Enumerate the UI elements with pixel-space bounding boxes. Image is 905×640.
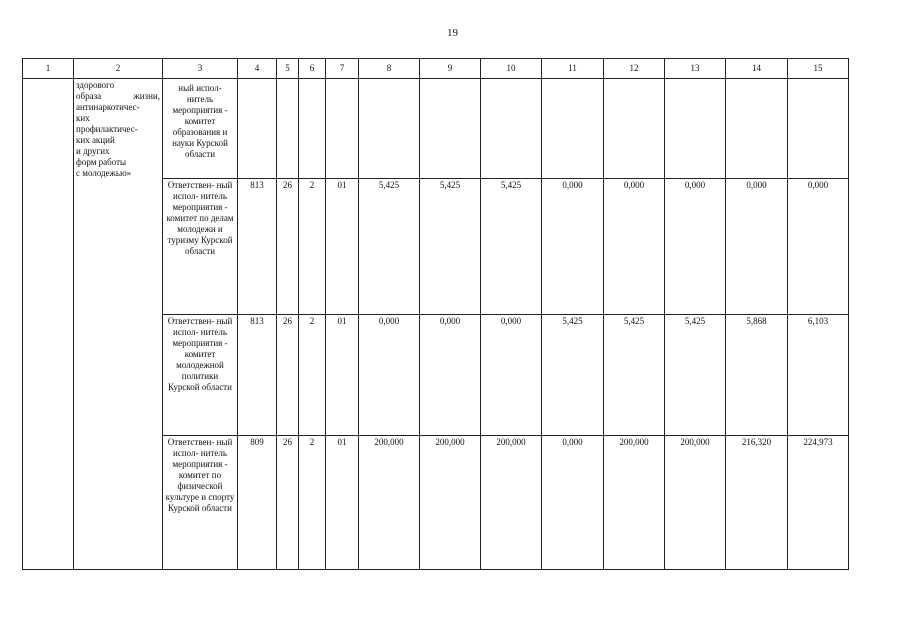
executor-cell: Ответствен- ный испол- нитель мероприятия - комитет по физической культуре и спорту Курской области bbox=[163, 436, 238, 570]
header-row bbox=[23, 59, 849, 79]
program-description-cell bbox=[74, 79, 163, 570]
value-cell: 6,103 bbox=[788, 315, 849, 436]
budget-table bbox=[22, 58, 849, 570]
page-number: 19 bbox=[447, 27, 458, 39]
executor-cell: Ответствен- ный испол- нитель мероприятия - комитет молодежной политики Курской области bbox=[163, 315, 238, 436]
description-line: ких акций bbox=[76, 135, 115, 145]
header-cell: 13 bbox=[665, 59, 726, 79]
value-cell: 0,000 bbox=[726, 179, 788, 315]
value-cell: 0,000 bbox=[665, 179, 726, 315]
header-cell: 6 bbox=[299, 59, 326, 79]
value-cell: 0,000 bbox=[481, 315, 542, 436]
header-cell: 4 bbox=[238, 59, 277, 79]
value-cell bbox=[277, 79, 299, 179]
value-cell bbox=[542, 79, 604, 179]
description-line: антинаркотичес- bbox=[76, 102, 140, 112]
value-cell: 216,320 bbox=[726, 436, 788, 570]
header-cell: 11 bbox=[542, 59, 604, 79]
value-cell: 813 bbox=[238, 179, 277, 315]
value-cell: 2 bbox=[299, 179, 326, 315]
value-cell: 26 bbox=[277, 315, 299, 436]
value-cell: 26 bbox=[277, 436, 299, 570]
value-cell: 0,000 bbox=[359, 315, 420, 436]
value-cell: 200,000 bbox=[665, 436, 726, 570]
value-cell: 01 bbox=[326, 315, 359, 436]
value-cell: 2 bbox=[299, 315, 326, 436]
value-cell: 0,000 bbox=[542, 436, 604, 570]
header-cell: 12 bbox=[604, 59, 665, 79]
header-cell: 9 bbox=[420, 59, 481, 79]
value-cell bbox=[788, 79, 849, 179]
header-cell: 1 bbox=[23, 59, 74, 79]
value-cell: 200,000 bbox=[604, 436, 665, 570]
value-cell: 224,973 bbox=[788, 436, 849, 570]
description-line: здорового bbox=[76, 80, 115, 90]
description-line: профилактичес- bbox=[76, 124, 138, 134]
value-cell bbox=[420, 79, 481, 179]
executor-cell: ный испол- нитель мероприятия - комитет образования и науки Курской области bbox=[163, 79, 238, 179]
value-cell: 0,000 bbox=[604, 179, 665, 315]
value-cell: 200,000 bbox=[420, 436, 481, 570]
value-cell: 0,000 bbox=[542, 179, 604, 315]
value-cell: 5,425 bbox=[481, 179, 542, 315]
value-cell bbox=[359, 79, 420, 179]
value-cell: 200,000 bbox=[481, 436, 542, 570]
value-cell: 2 bbox=[299, 436, 326, 570]
value-cell: 01 bbox=[326, 179, 359, 315]
value-cell: 809 bbox=[238, 436, 277, 570]
value-cell: 0,000 bbox=[788, 179, 849, 315]
header-cell: 5 bbox=[277, 59, 299, 79]
value-cell: 5,868 bbox=[726, 315, 788, 436]
description-line: форм работы bbox=[76, 157, 127, 167]
header-cell: 15 bbox=[788, 59, 849, 79]
description-line: и других bbox=[76, 146, 110, 156]
value-cell: 5,425 bbox=[359, 179, 420, 315]
description-line: ких bbox=[76, 113, 90, 123]
header-cell: 2 bbox=[74, 59, 163, 79]
header-cell: 3 bbox=[163, 59, 238, 79]
value-cell: 26 bbox=[277, 179, 299, 315]
value-cell bbox=[238, 79, 277, 179]
header-cell: 14 bbox=[726, 59, 788, 79]
header-cell: 7 bbox=[326, 59, 359, 79]
value-cell: 0,000 bbox=[420, 315, 481, 436]
value-cell bbox=[604, 79, 665, 179]
value-cell bbox=[299, 79, 326, 179]
header-cell: 8 bbox=[359, 59, 420, 79]
value-cell: 5,425 bbox=[420, 179, 481, 315]
value-cell bbox=[665, 79, 726, 179]
table-row bbox=[23, 79, 849, 179]
value-cell: 5,425 bbox=[665, 315, 726, 436]
value-cell: 200,000 bbox=[359, 436, 420, 570]
value-cell bbox=[481, 79, 542, 179]
value-cell: 813 bbox=[238, 315, 277, 436]
value-cell: 5,425 bbox=[542, 315, 604, 436]
value-cell bbox=[726, 79, 788, 179]
value-cell: 01 bbox=[326, 436, 359, 570]
description-line: образа жизни, bbox=[76, 91, 160, 101]
value-cell bbox=[326, 79, 359, 179]
header-cell: 10 bbox=[481, 59, 542, 79]
description-line: с молодежью» bbox=[76, 168, 132, 178]
col1-cell bbox=[23, 79, 74, 570]
executor-cell: Ответствен- ный испол- нитель мероприятия - комитет по делам молодежи и туризму Курской области bbox=[163, 179, 238, 315]
value-cell: 5,425 bbox=[604, 315, 665, 436]
